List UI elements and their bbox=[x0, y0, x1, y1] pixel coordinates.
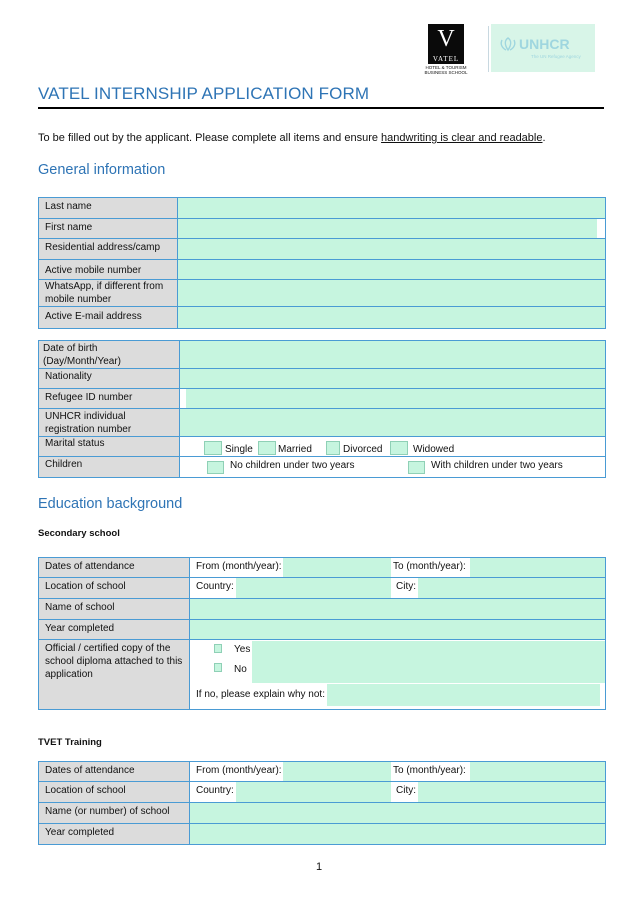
secondary-city-field[interactable] bbox=[418, 578, 605, 598]
vatel-logo bbox=[424, 24, 468, 76]
unhcr-logo bbox=[491, 24, 595, 72]
diploma-cell bbox=[190, 640, 605, 709]
table-row bbox=[39, 307, 605, 328]
table-row bbox=[39, 578, 605, 598]
tvet-school-name-field[interactable] bbox=[190, 803, 605, 823]
education-background-heading: Education background bbox=[38, 496, 183, 512]
general-information-heading: General information bbox=[38, 162, 166, 178]
diploma-yes-label: Yes bbox=[234, 644, 251, 655]
single-option-label: Single bbox=[225, 444, 253, 455]
intro-text-part: To be filled out by the applicant. Please complete all items and ensure bbox=[38, 132, 382, 144]
tvet-year-label: Year completed bbox=[39, 824, 190, 844]
widowed-option-label: Widowed bbox=[413, 444, 455, 455]
tvet-dates-label: Dates of attendance bbox=[39, 762, 190, 781]
no-children-option-label: No children under two years bbox=[230, 460, 355, 471]
table-row bbox=[39, 280, 605, 306]
last-name-label: Last name bbox=[39, 198, 178, 218]
secondary-school-heading: Secondary school bbox=[38, 528, 120, 539]
logo-divider bbox=[488, 26, 489, 72]
table-row bbox=[39, 369, 605, 388]
no-children-checkbox[interactable] bbox=[207, 461, 224, 474]
table-row bbox=[39, 762, 605, 781]
widowed-checkbox[interactable] bbox=[390, 441, 408, 455]
unhcr-emblem-icon bbox=[499, 36, 517, 52]
table-row bbox=[39, 620, 605, 639]
married-checkbox[interactable] bbox=[258, 441, 276, 455]
secondary-country-field[interactable] bbox=[236, 578, 391, 598]
diploma-explain-field[interactable] bbox=[327, 684, 600, 706]
table-row bbox=[39, 640, 605, 709]
refugee-id-label: Refugee ID number bbox=[39, 389, 180, 408]
table-row bbox=[39, 599, 605, 619]
tvet-dates-cell bbox=[190, 762, 605, 781]
table-row bbox=[39, 198, 605, 218]
secondary-from-field[interactable] bbox=[283, 558, 391, 577]
divorced-option-label: Divorced bbox=[343, 444, 383, 455]
diploma-no-checkbox[interactable] bbox=[214, 663, 222, 672]
secondary-to-field[interactable] bbox=[470, 558, 605, 577]
table-row bbox=[39, 409, 605, 436]
secondary-year-label: Year completed bbox=[39, 620, 190, 639]
diploma-answer-field[interactable] bbox=[252, 641, 605, 683]
with-children-option-label: With children under two years bbox=[431, 460, 563, 471]
table-row bbox=[39, 457, 605, 477]
tvet-training-heading: TVET Training bbox=[38, 737, 102, 748]
contact-table bbox=[38, 197, 606, 329]
secondary-from-label: From (month/year): bbox=[196, 561, 282, 572]
tvet-school-name-label: Name (or number) of school bbox=[39, 803, 190, 823]
mobile-number-field[interactable] bbox=[178, 260, 605, 279]
title-rule bbox=[38, 107, 604, 109]
divorced-checkbox[interactable] bbox=[326, 441, 340, 455]
single-checkbox[interactable] bbox=[204, 441, 222, 455]
with-children-checkbox[interactable] bbox=[408, 461, 425, 474]
date-of-birth-label: Date of birth (Day/Month/Year) bbox=[39, 341, 180, 368]
unhcr-registration-field[interactable] bbox=[180, 409, 605, 436]
diploma-explain-label: If no, please explain why not: bbox=[196, 689, 325, 700]
intro-text bbox=[38, 132, 546, 144]
secondary-city-label: City: bbox=[396, 581, 416, 592]
first-name-label: First name bbox=[39, 219, 178, 238]
mobile-number-label: Active mobile number bbox=[39, 260, 178, 279]
secondary-school-table bbox=[38, 557, 606, 710]
tvet-year-field[interactable] bbox=[190, 824, 605, 844]
secondary-year-field[interactable] bbox=[190, 620, 605, 639]
tvet-from-label: From (month/year): bbox=[196, 765, 282, 776]
table-row bbox=[39, 803, 605, 823]
tvet-location-label: Location of school bbox=[39, 782, 190, 802]
secondary-school-name-label: Name of school bbox=[39, 599, 190, 619]
refugee-id-field[interactable] bbox=[186, 389, 605, 408]
tvet-table bbox=[38, 761, 606, 845]
tvet-from-field[interactable] bbox=[283, 762, 391, 781]
secondary-location-cell bbox=[190, 578, 605, 598]
children-options bbox=[180, 457, 605, 477]
unhcr-logo-tagline: The UN Refugee Agency bbox=[531, 54, 581, 59]
tvet-city-field[interactable] bbox=[418, 782, 605, 802]
last-name-field[interactable] bbox=[178, 198, 605, 218]
vatel-logo-subtitle: HOTEL & TOURISM BUSINESS SCHOOL bbox=[424, 65, 468, 75]
table-row bbox=[39, 341, 605, 368]
table-row bbox=[39, 558, 605, 577]
email-label: Active E-mail address bbox=[39, 307, 178, 328]
vatel-logo-letter: V bbox=[428, 24, 464, 54]
date-of-birth-field[interactable] bbox=[180, 341, 605, 368]
secondary-to-label: To (month/year): bbox=[393, 561, 466, 572]
nationality-label: Nationality bbox=[39, 369, 180, 388]
secondary-dates-cell bbox=[190, 558, 605, 577]
children-label: Children bbox=[39, 457, 180, 477]
cell-blank bbox=[597, 219, 605, 238]
secondary-location-label: Location of school bbox=[39, 578, 190, 598]
whatsapp-field[interactable] bbox=[178, 280, 605, 306]
whatsapp-label: WhatsApp, if different from mobile number bbox=[39, 280, 178, 306]
intro-text-underlined: handwriting is clear and readable bbox=[381, 132, 543, 144]
diploma-yes-checkbox[interactable] bbox=[214, 644, 222, 653]
secondary-country-label: Country: bbox=[196, 581, 234, 592]
secondary-dates-label: Dates of attendance bbox=[39, 558, 190, 577]
table-row bbox=[39, 389, 605, 408]
tvet-to-label: To (month/year): bbox=[393, 765, 466, 776]
tvet-country-label: Country: bbox=[196, 785, 234, 796]
unhcr-registration-label: UNHCR individual registration number bbox=[39, 409, 180, 436]
page-number: 1 bbox=[316, 861, 323, 873]
table-row bbox=[39, 239, 605, 259]
marital-status-options bbox=[180, 437, 605, 456]
diploma-no-label: No bbox=[234, 664, 247, 675]
table-row bbox=[39, 782, 605, 802]
nationality-field[interactable] bbox=[180, 369, 605, 388]
residential-address-field[interactable] bbox=[178, 239, 605, 259]
table-row bbox=[39, 219, 605, 238]
page-title: VATEL INTERNSHIP APPLICATION FORM bbox=[38, 84, 370, 103]
table-row bbox=[39, 437, 605, 456]
vatel-logo-name: VATEL bbox=[428, 54, 464, 64]
first-name-field[interactable] bbox=[178, 219, 597, 238]
tvet-city-label: City: bbox=[396, 785, 416, 796]
tvet-to-field[interactable] bbox=[470, 762, 605, 781]
table-row bbox=[39, 824, 605, 844]
secondary-school-name-field[interactable] bbox=[190, 599, 605, 619]
intro-text-end: . bbox=[542, 132, 546, 144]
tvet-location-cell bbox=[190, 782, 605, 802]
married-option-label: Married bbox=[278, 444, 312, 455]
diploma-label: Official / certified copy of the school diploma attached to this application bbox=[39, 640, 190, 709]
tvet-country-field[interactable] bbox=[236, 782, 391, 802]
personal-table bbox=[38, 340, 606, 478]
unhcr-logo-name: UNHCR bbox=[519, 36, 570, 52]
residential-address-label: Residential address/camp bbox=[39, 239, 178, 259]
table-row bbox=[39, 260, 605, 279]
email-field[interactable] bbox=[178, 307, 605, 328]
marital-status-label: Marital status bbox=[39, 437, 180, 456]
